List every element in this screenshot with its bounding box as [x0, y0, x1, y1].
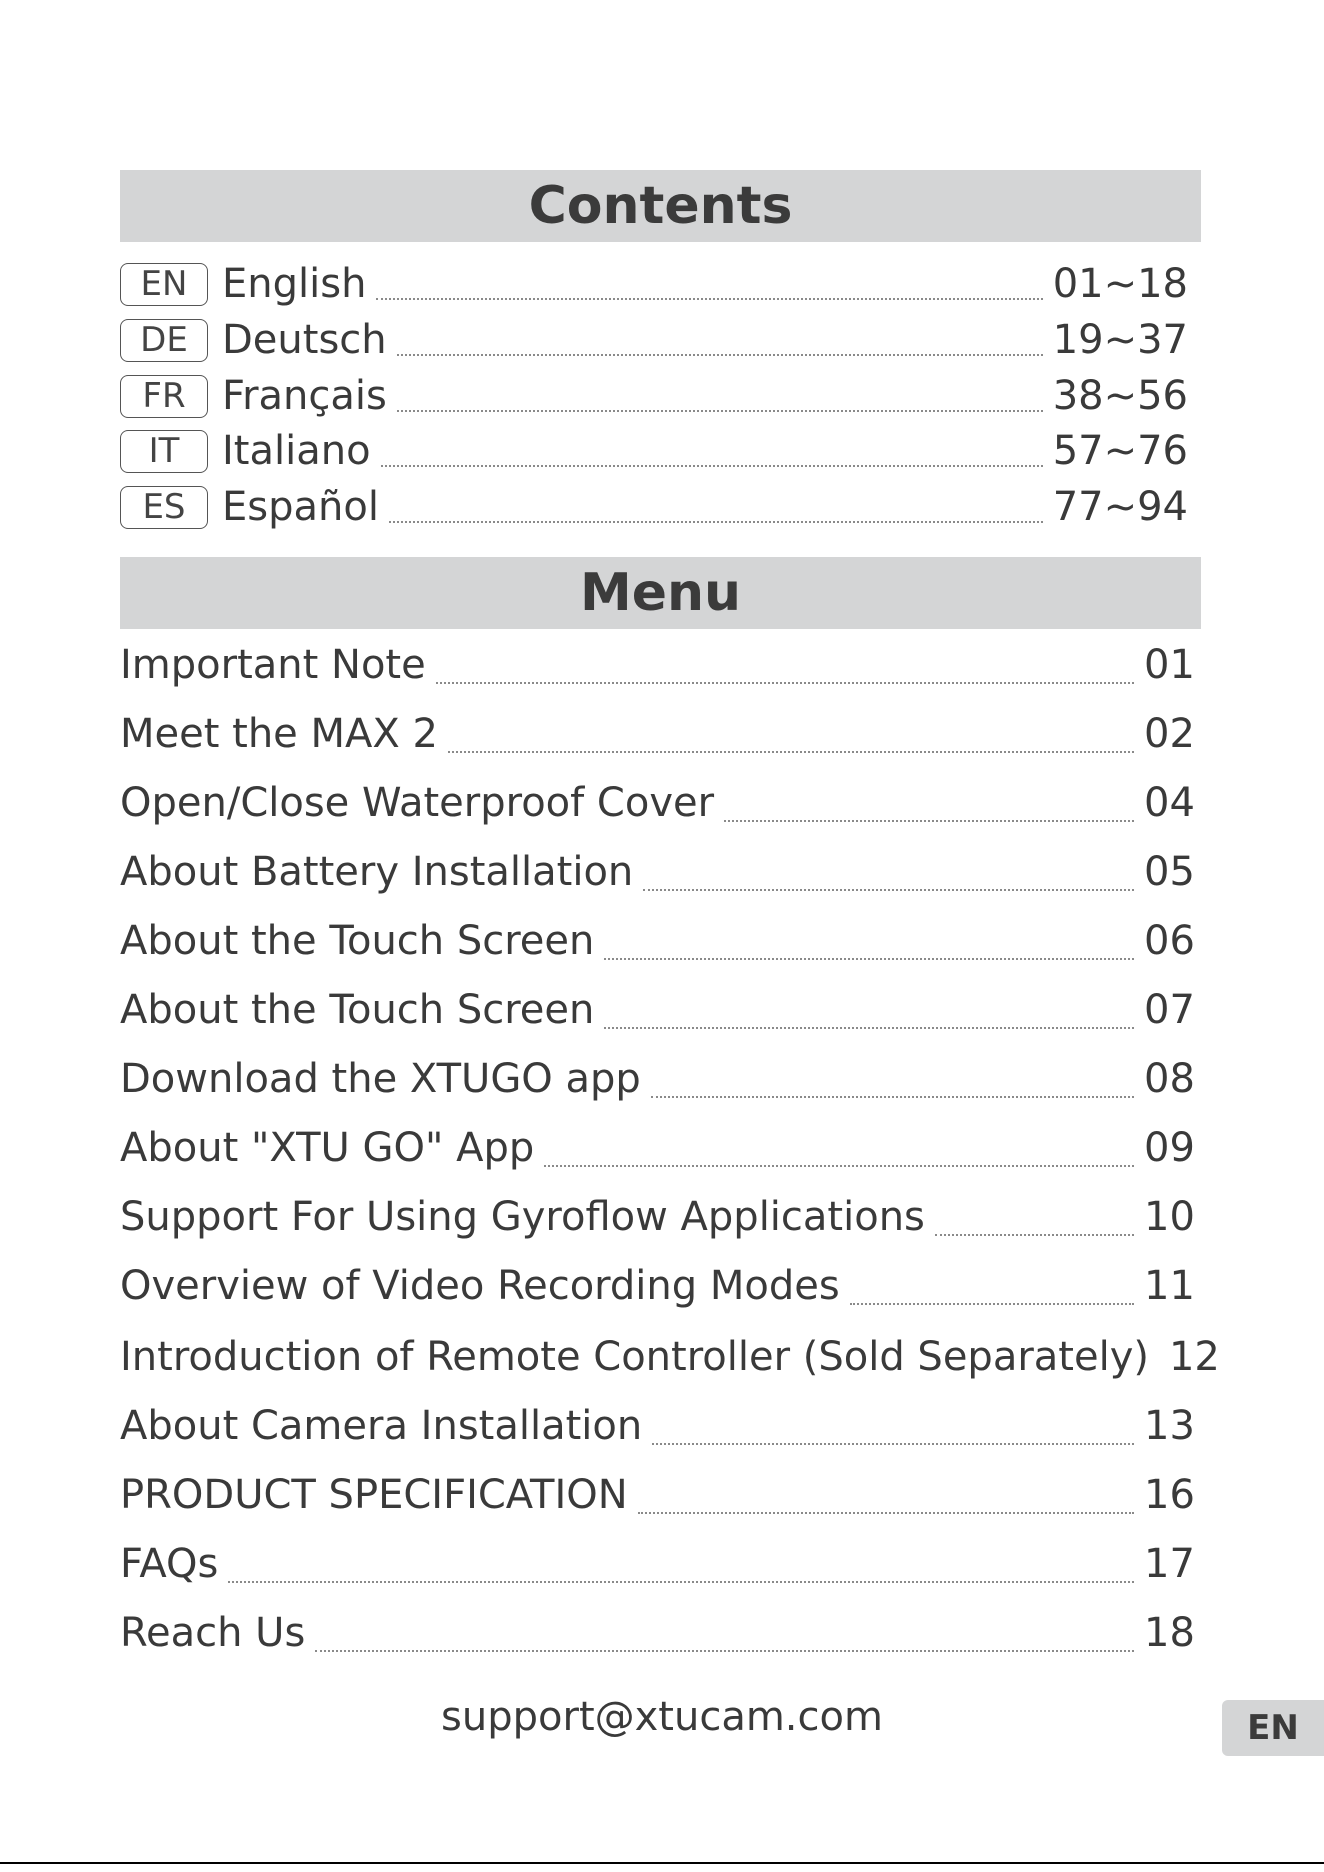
dot-leader	[315, 1650, 1134, 1652]
menu-item-page: 18	[1144, 1610, 1195, 1656]
language-row-de[interactable]	[120, 312, 1188, 368]
menu-item[interactable]	[120, 634, 1195, 696]
menu-item-page: 11	[1144, 1263, 1195, 1309]
menu-item-label: About Camera Installation	[120, 1403, 643, 1449]
dot-leader	[604, 1027, 1134, 1029]
dot-leader	[652, 1443, 1134, 1445]
menu-item[interactable]	[120, 772, 1195, 834]
menu-item-page: 09	[1144, 1125, 1195, 1171]
menu-item-label: About the Touch Screen	[120, 918, 595, 964]
menu-item[interactable]	[120, 1255, 1195, 1317]
menu-item-page: 08	[1144, 1056, 1195, 1102]
dot-leader	[604, 958, 1134, 960]
menu-item-page: 04	[1144, 780, 1195, 826]
language-name: English	[222, 261, 367, 307]
menu-item-label: About the Touch Screen	[120, 987, 595, 1033]
dot-leader	[448, 751, 1134, 753]
page-range: 38~56	[1052, 373, 1188, 419]
menu-item[interactable]	[120, 1395, 1195, 1457]
menu-item-page: 17	[1144, 1541, 1195, 1587]
menu-item[interactable]	[120, 841, 1195, 903]
dot-leader	[651, 1096, 1134, 1098]
menu-item-page: 02	[1144, 711, 1195, 757]
menu-item[interactable]	[120, 1602, 1195, 1664]
language-code-badge: EN	[120, 263, 208, 306]
menu-item[interactable]	[120, 910, 1195, 972]
menu-item-page: 05	[1144, 849, 1195, 895]
menu-item-label: Important Note	[120, 642, 426, 688]
language-row-es[interactable]	[120, 479, 1188, 535]
menu-item-label: FAQs	[120, 1541, 219, 1587]
dot-leader	[376, 298, 1042, 300]
dot-leader	[228, 1581, 1134, 1583]
language-row-en[interactable]	[120, 256, 1188, 312]
menu-item-label: Reach Us	[120, 1610, 306, 1656]
dot-leader	[381, 465, 1043, 467]
menu-item-page: 12	[1168, 1334, 1220, 1380]
dot-leader	[389, 521, 1043, 523]
menu-item[interactable]	[120, 1117, 1195, 1179]
menu-item[interactable]	[120, 1326, 1220, 1388]
menu-item-label: About "XTU GO" App	[120, 1125, 535, 1171]
menu-item[interactable]	[120, 703, 1195, 765]
page-range: 77~94	[1052, 484, 1188, 530]
menu-item-page: 13	[1144, 1403, 1195, 1449]
menu-item[interactable]	[120, 1186, 1195, 1248]
menu-item[interactable]	[120, 979, 1195, 1041]
menu-item-page: 07	[1144, 987, 1195, 1033]
language-tab: EN	[1222, 1700, 1324, 1756]
dot-leader	[935, 1234, 1134, 1236]
bottom-divider	[0, 1862, 1324, 1864]
menu-item[interactable]	[120, 1464, 1195, 1526]
dot-leader	[397, 410, 1043, 412]
language-name: Español	[222, 484, 379, 530]
menu-item-label: Open/Close Waterproof Cover	[120, 780, 715, 826]
menu-item-page: 01	[1144, 642, 1195, 688]
menu-item-label: Meet the MAX 2	[120, 711, 438, 757]
menu-item-page: 16	[1144, 1472, 1195, 1518]
menu-item-page: 06	[1144, 918, 1195, 964]
language-row-it[interactable]	[120, 423, 1188, 479]
menu-item-label: Support For Using Gyroflow Applications	[120, 1194, 925, 1240]
language-code-badge: DE	[120, 319, 208, 362]
menu-item-label: About Battery Installation	[120, 849, 634, 895]
language-row-fr[interactable]	[120, 368, 1188, 424]
dot-leader	[397, 354, 1043, 356]
language-code-badge: IT	[120, 430, 208, 473]
language-name: Français	[222, 373, 387, 419]
contents-heading: Contents	[120, 170, 1201, 242]
menu-item[interactable]	[120, 1533, 1195, 1595]
support-email[interactable]: support@xtucam.com	[441, 1694, 883, 1740]
menu-item-label: Download the XTUGO app	[120, 1056, 641, 1102]
menu-item-page: 10	[1144, 1194, 1195, 1240]
dot-leader	[850, 1303, 1134, 1305]
dot-leader	[436, 682, 1134, 684]
language-name: Deutsch	[222, 317, 387, 363]
language-code-badge: ES	[120, 486, 208, 529]
dot-leader	[544, 1165, 1134, 1167]
dot-leader	[638, 1512, 1134, 1514]
menu-item-label: Overview of Video Recording Modes	[120, 1263, 840, 1309]
language-code-badge: FR	[120, 375, 208, 418]
dot-leader	[724, 820, 1134, 822]
menu-item-label: PRODUCT SPECIFICATION	[120, 1472, 628, 1518]
menu-heading: Menu	[120, 557, 1201, 629]
page-range: 57~76	[1052, 428, 1188, 474]
menu-item[interactable]	[120, 1048, 1195, 1110]
page-range: 01~18	[1052, 261, 1188, 307]
language-name: Italiano	[222, 428, 371, 474]
menu-item-label: Introduction of Remote Controller (Sold Separately)	[120, 1334, 1149, 1380]
dot-leader	[643, 889, 1134, 891]
page-range: 19~37	[1052, 317, 1188, 363]
